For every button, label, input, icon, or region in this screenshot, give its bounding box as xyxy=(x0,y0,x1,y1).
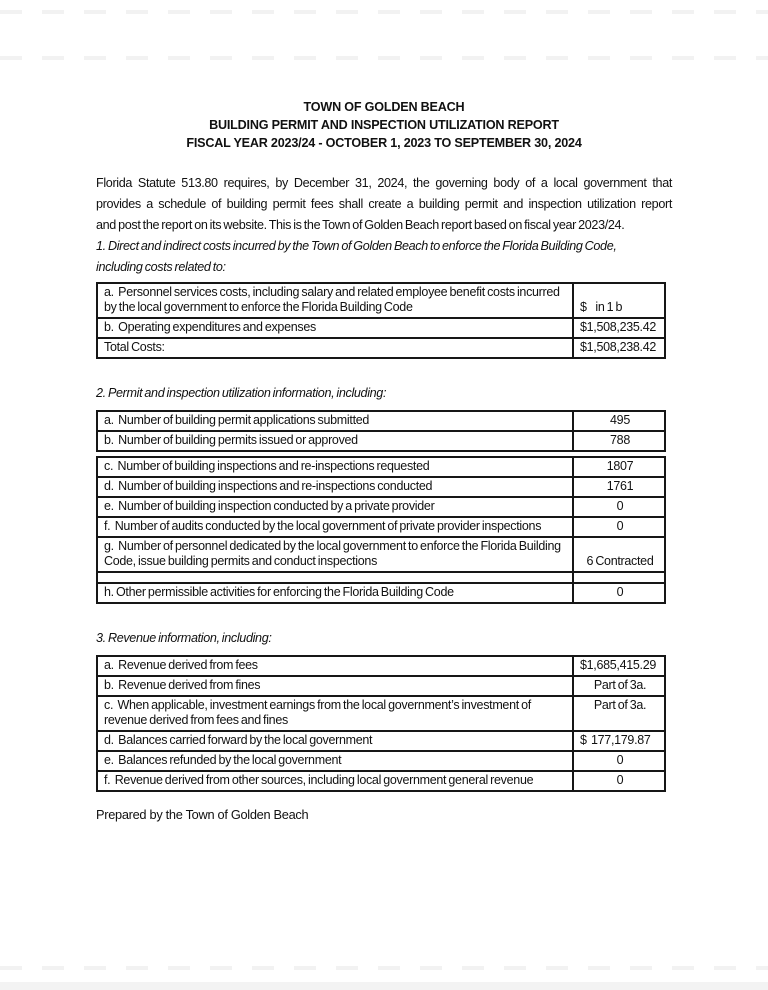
row-label: a. Personnel services costs, including salary and related employee benefit costs incurred by the local government to enforce the Florida Building Code xyxy=(97,283,573,318)
row-value: $1,685,415.29 xyxy=(573,656,665,676)
row-value: 1761 xyxy=(573,477,665,497)
table-row xyxy=(97,431,665,451)
table-row xyxy=(97,283,665,318)
row-label xyxy=(97,572,573,583)
row-label: c. When applicable, investment earnings from the local government’s investment of revenue derived from fees and fines xyxy=(97,696,573,731)
table-row xyxy=(97,497,665,517)
table-row xyxy=(97,731,665,751)
table-row xyxy=(97,318,665,338)
table-row xyxy=(97,676,665,696)
row-label: g. Number of personnel dedicated by the local government to enforce the Florida Building Code, issue building permits and conduct inspections xyxy=(97,537,573,572)
text-line: FISCAL YEAR 2023/24 - OCTOBER 1, 2023 TO SEPTEMBER 30, 2024 xyxy=(186,136,582,150)
section-2-heading xyxy=(96,383,672,404)
text-line: and post the report on its website. This is the Town of Golden Beach report based on fiscal year 2023/24. xyxy=(96,218,625,232)
section-2-heading-text: 2. Permit and inspection utilization information, including: xyxy=(96,386,387,400)
row-value: Part of 3a. xyxy=(573,676,665,696)
table-row xyxy=(97,751,665,771)
row-value xyxy=(573,572,665,583)
intro-paragraph xyxy=(96,173,672,236)
prepared-by-note: Prepared by the Town of Golden Beach xyxy=(96,807,309,822)
row-value: 495 xyxy=(573,411,665,431)
table-row xyxy=(97,583,665,603)
table-row xyxy=(97,537,665,572)
costs-table xyxy=(96,282,666,359)
report-title xyxy=(96,98,672,152)
scan-artifact-line xyxy=(0,966,768,970)
row-value: $1,508,238.42 xyxy=(573,338,665,358)
row-value: $1,508,235.42 xyxy=(573,318,665,338)
row-label: a. Number of building permit applications submitted xyxy=(97,411,573,431)
section-3-heading xyxy=(96,628,672,649)
table-row xyxy=(97,517,665,537)
scan-artifact-band xyxy=(0,982,768,990)
table-row xyxy=(97,338,665,358)
permit-utilization-table-part1 xyxy=(96,410,666,452)
row-label: e. Balances refunded by the local government xyxy=(97,751,573,771)
row-label: b. Number of building permits issued or approved xyxy=(97,431,573,451)
permit-utilization-table-part2 xyxy=(96,456,666,604)
row-label: e. Number of building inspection conducted by a private provider xyxy=(97,497,573,517)
row-label: Total Costs: xyxy=(97,338,573,358)
table-row xyxy=(97,477,665,497)
revenue-table xyxy=(96,655,666,792)
row-label: d. Number of building inspections and re-inspections conducted xyxy=(97,477,573,497)
table-row xyxy=(97,656,665,676)
scan-artifact-line xyxy=(0,56,768,60)
row-label: h. Other permissible activities for enforcing the Florida Building Code xyxy=(97,583,573,603)
row-label: b. Operating expenditures and expenses xyxy=(97,318,573,338)
scan-artifact-line xyxy=(0,10,768,14)
table-row xyxy=(97,457,665,477)
row-value: $ 177,179.87 xyxy=(573,731,665,751)
row-label: a. Revenue derived from fees xyxy=(97,656,573,676)
row-value: 1807 xyxy=(573,457,665,477)
row-value: 6 Contracted xyxy=(573,537,665,572)
row-label: f. Number of audits conducted by the local government of private provider inspections xyxy=(97,517,573,537)
row-value: 0 xyxy=(573,583,665,603)
row-value: 788 xyxy=(573,431,665,451)
row-value: Part of 3a. xyxy=(573,696,665,731)
row-label: c. Number of building inspections and re-inspections requested xyxy=(97,457,573,477)
text-line: BUILDING PERMIT AND INSPECTION UTILIZATION REPORT xyxy=(209,118,559,132)
row-label: f. Revenue derived from other sources, including local government general revenue xyxy=(97,771,573,791)
text-line: TOWN OF GOLDEN BEACH xyxy=(303,100,465,114)
table-row xyxy=(97,696,665,731)
section-1-heading xyxy=(96,236,672,278)
text-line: provides a schedule of building permit fees shall create a building permit and inspection utilization report xyxy=(96,197,672,211)
row-value: 0 xyxy=(573,497,665,517)
row-value: $ in 1 b xyxy=(573,283,665,318)
row-value: 0 xyxy=(573,517,665,537)
text-line: Florida Statute 513.80 requires, by December 31, 2024, the governing body of a local government that xyxy=(96,176,672,190)
table-spacer-row xyxy=(97,572,665,583)
text-line: including costs related to: xyxy=(96,260,226,274)
row-value: 0 xyxy=(573,751,665,771)
row-label: b. Revenue derived from fines xyxy=(97,676,573,696)
table-row xyxy=(97,411,665,431)
table-row xyxy=(97,771,665,791)
row-label: d. Balances carried forward by the local government xyxy=(97,731,573,751)
document-content xyxy=(96,98,672,822)
section-3-heading-text: 3. Revenue information, including: xyxy=(96,631,272,645)
text-line: 1. Direct and indirect costs incurred by the Town of Golden Beach to enforce the Florida Building Code, xyxy=(96,239,617,253)
row-value: 0 xyxy=(573,771,665,791)
